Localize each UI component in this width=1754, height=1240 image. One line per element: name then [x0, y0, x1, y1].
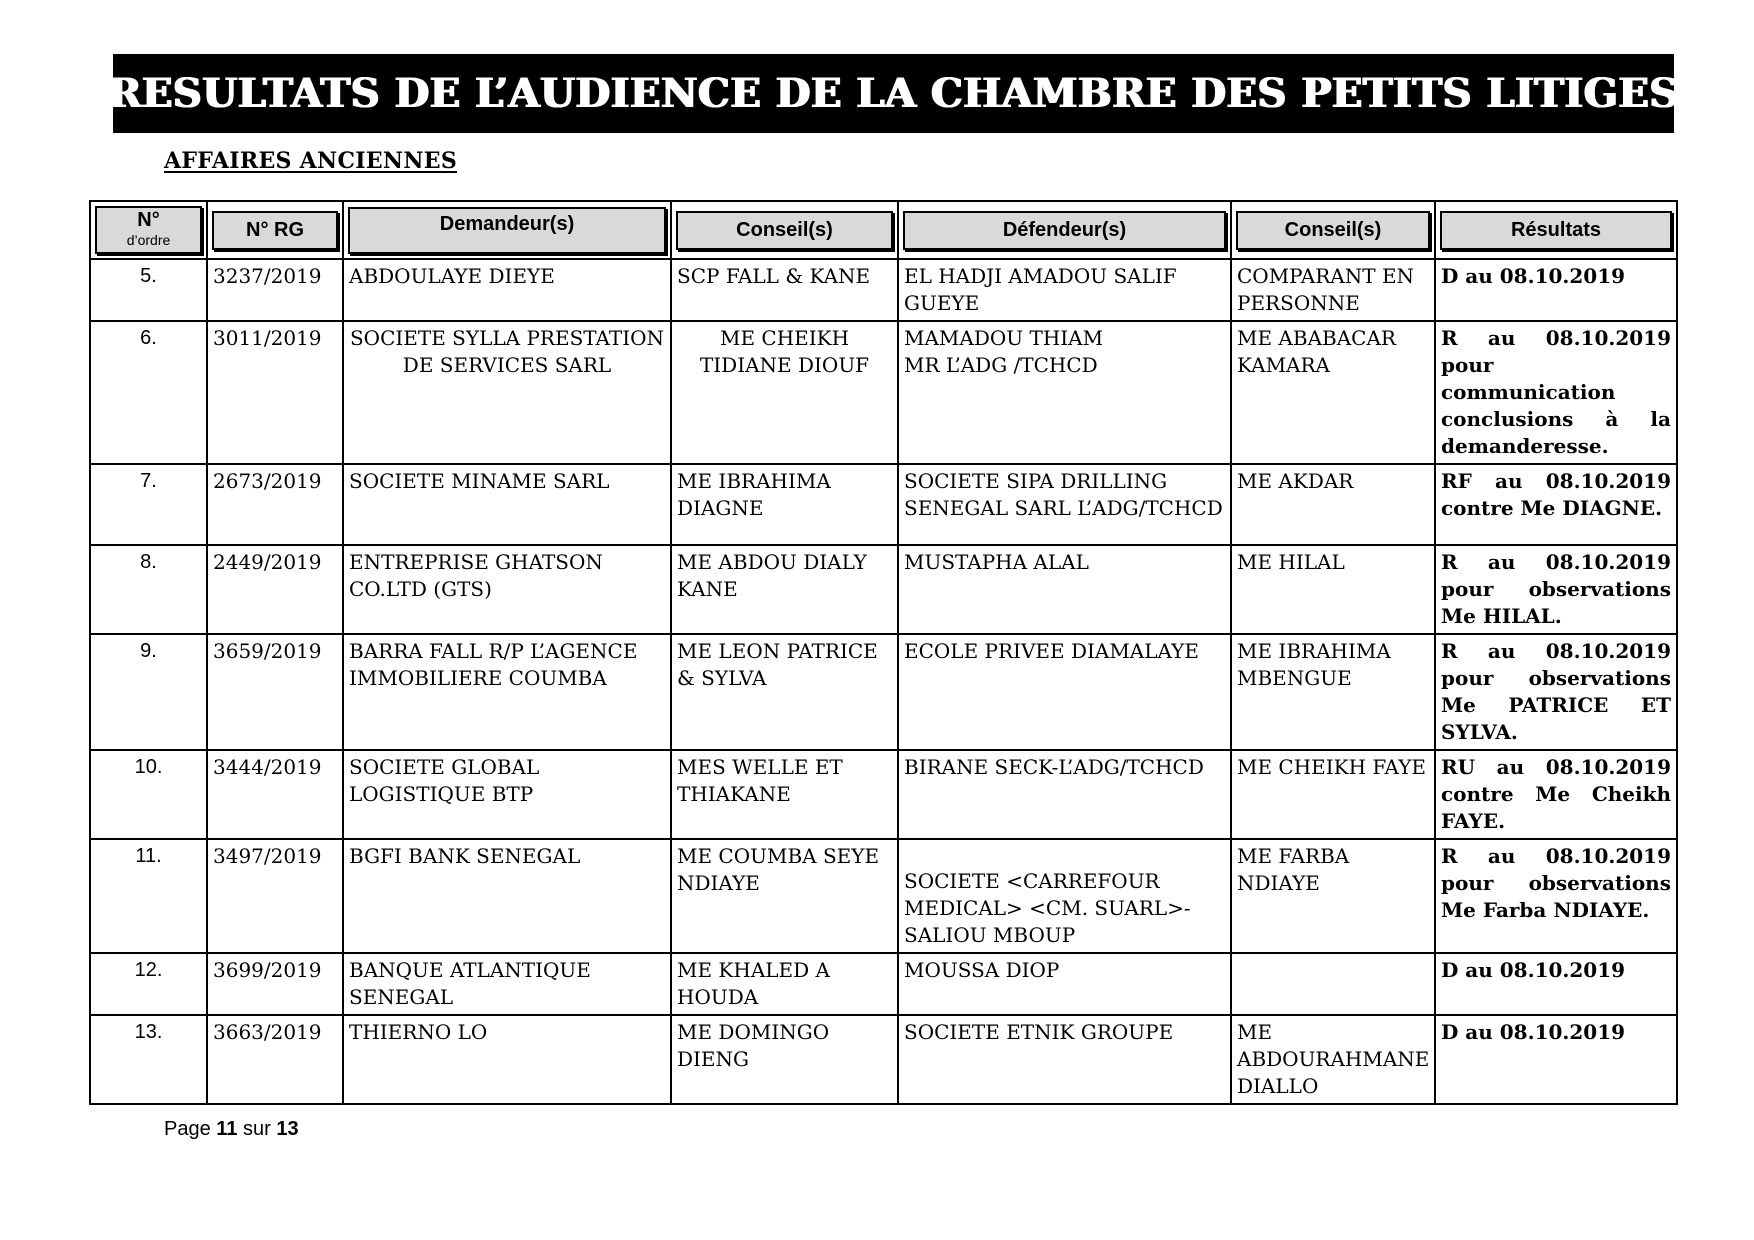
table-row	[90, 839, 1677, 953]
table-row	[90, 1015, 1677, 1104]
resultat-cell: R au 08.10.2019 pour communication conclusions à la demanderesse.	[1435, 321, 1677, 464]
demandeur-cell: ABDOULAYE DIEYE	[343, 259, 671, 321]
page-title: RESULTATS DE L’AUDIENCE DE LA CHAMBRE DES PETITS LITIGES	[108, 70, 1679, 117]
defendeur-cell: SOCIETE ETNIK GROUPE	[898, 1015, 1231, 1104]
defendeur-cell: SOCIETE <CARREFOUR MEDICAL> <CM. SUARL>-SALIOU MBOUP	[898, 839, 1231, 953]
table-row	[90, 321, 1677, 464]
order-number-cell: 10.	[90, 750, 207, 839]
table-row	[90, 259, 1677, 321]
rg-number-cell: 3237/2019	[207, 259, 343, 321]
conseil-demandeur-cell: ME KHALED A HOUDA	[671, 953, 898, 1015]
header-conseil-demandeur: Conseil(s)	[671, 201, 898, 259]
rg-number-cell: 3497/2019	[207, 839, 343, 953]
demandeur-cell: BANQUE ATLANTIQUE SENEGAL	[343, 953, 671, 1015]
demandeur-cell: SOCIETE GLOBAL LOGISTIQUE BTP	[343, 750, 671, 839]
conseil-defendeur-cell: ME HILAL	[1231, 545, 1435, 634]
defendeur-cell: MUSTAPHA ALAL	[898, 545, 1231, 634]
demandeur-cell: SOCIETE SYLLA PRESTATION DE SERVICES SARL	[343, 321, 671, 464]
defendeur-cell: EL HADJI AMADOU SALIF GUEYE	[898, 259, 1231, 321]
order-number-cell: 8.	[90, 545, 207, 634]
order-number-cell: 11.	[90, 839, 207, 953]
conseil-demandeur-cell: MES WELLE ET THIAKANE	[671, 750, 898, 839]
resultat-cell: RF au 08.10.2019 contre Me DIAGNE.	[1435, 464, 1677, 545]
demandeur-cell: ENTREPRISE GHATSON CO.LTD (GTS)	[343, 545, 671, 634]
resultat-cell: RU au 08.10.2019 contre Me Cheikh FAYE.	[1435, 750, 1677, 839]
demandeur-cell: THIERNO LO	[343, 1015, 671, 1104]
conseil-demandeur-cell: ME CHEIKH TIDIANE DIOUF	[671, 321, 898, 464]
defendeur-cell: MOUSSA DIOP	[898, 953, 1231, 1015]
order-number-cell: 5.	[90, 259, 207, 321]
conseil-defendeur-cell: ME CHEIKH FAYE	[1231, 750, 1435, 839]
conseil-defendeur-cell: COMPARANT EN PERSONNE	[1231, 259, 1435, 321]
rg-number-cell: 2673/2019	[207, 464, 343, 545]
resultat-cell: R au 08.10.2019 pour observations Me HILAL.	[1435, 545, 1677, 634]
conseil-defendeur-cell	[1231, 953, 1435, 1015]
resultat-cell: D au 08.10.2019	[1435, 953, 1677, 1015]
header-rg: N° RG	[207, 201, 343, 259]
section-heading: AFFAIRES ANCIENNES	[164, 148, 458, 174]
resultat-cell: D au 08.10.2019	[1435, 1015, 1677, 1104]
table-header-row	[90, 201, 1677, 259]
results-table	[89, 200, 1678, 1105]
rg-number-cell: 3663/2019	[207, 1015, 343, 1104]
header-conseil-defendeur: Conseil(s)	[1231, 201, 1435, 259]
conseil-demandeur-cell: ME COUMBA SEYE NDIAYE	[671, 839, 898, 953]
table-row	[90, 634, 1677, 750]
rg-number-cell: 3659/2019	[207, 634, 343, 750]
conseil-demandeur-cell: ME ABDOU DIALY KANE	[671, 545, 898, 634]
order-number-cell: 7.	[90, 464, 207, 545]
conseil-defendeur-cell: ME IBRAHIMA MBENGUE	[1231, 634, 1435, 750]
table-row	[90, 750, 1677, 839]
resultat-cell: R au 08.10.2019 pour observations Me Farba NDIAYE.	[1435, 839, 1677, 953]
rg-number-cell: 2449/2019	[207, 545, 343, 634]
table-row	[90, 953, 1677, 1015]
order-number-cell: 6.	[90, 321, 207, 464]
conseil-defendeur-cell: ME FARBA NDIAYE	[1231, 839, 1435, 953]
conseil-demandeur-cell: ME DOMINGO DIENG	[671, 1015, 898, 1104]
order-number-cell: 12.	[90, 953, 207, 1015]
title-banner	[108, 54, 1679, 133]
page-footer: Page 11 sur 13	[164, 1118, 299, 1140]
rg-number-cell: 3444/2019	[207, 750, 343, 839]
defendeur-cell: SOCIETE SIPA DRILLING SENEGAL SARL L’ADG/TCHCD	[898, 464, 1231, 545]
defendeur-cell: MAMADOU THIAM MR L’ADG /TCHCD	[898, 321, 1231, 464]
header-num-ordre: N° d’ordre	[90, 201, 207, 259]
order-number-cell: 13.	[90, 1015, 207, 1104]
conseil-defendeur-cell: ME ABDOURAHMANE DIALLO	[1231, 1015, 1435, 1104]
conseil-demandeur-cell: ME IBRAHIMA DIAGNE	[671, 464, 898, 545]
resultat-cell: R au 08.10.2019 pour observations Me PATRICE ET SYLVA.	[1435, 634, 1677, 750]
conseil-demandeur-cell: ME LEON PATRICE & SYLVA	[671, 634, 898, 750]
table-row	[90, 545, 1677, 634]
conseil-demandeur-cell: SCP FALL & KANE	[671, 259, 898, 321]
resultat-cell: D au 08.10.2019	[1435, 259, 1677, 321]
demandeur-cell: BGFI BANK SENEGAL	[343, 839, 671, 953]
table-row	[90, 464, 1677, 545]
conseil-defendeur-cell: ME ABABACAR KAMARA	[1231, 321, 1435, 464]
conseil-defendeur-cell: ME AKDAR	[1231, 464, 1435, 545]
header-defendeur: Défendeur(s)	[898, 201, 1231, 259]
demandeur-cell: SOCIETE MINAME SARL	[343, 464, 671, 545]
header-resultats: Résultats	[1435, 201, 1677, 259]
order-number-cell: 9.	[90, 634, 207, 750]
header-demandeur: Demandeur(s)	[343, 201, 671, 259]
defendeur-cell: ECOLE PRIVEE DIAMALAYE	[898, 634, 1231, 750]
rg-number-cell: 3011/2019	[207, 321, 343, 464]
defendeur-cell: BIRANE SECK-L’ADG/TCHCD	[898, 750, 1231, 839]
rg-number-cell: 3699/2019	[207, 953, 343, 1015]
demandeur-cell: BARRA FALL R/P L’AGENCE IMMOBILIERE COUMBA	[343, 634, 671, 750]
